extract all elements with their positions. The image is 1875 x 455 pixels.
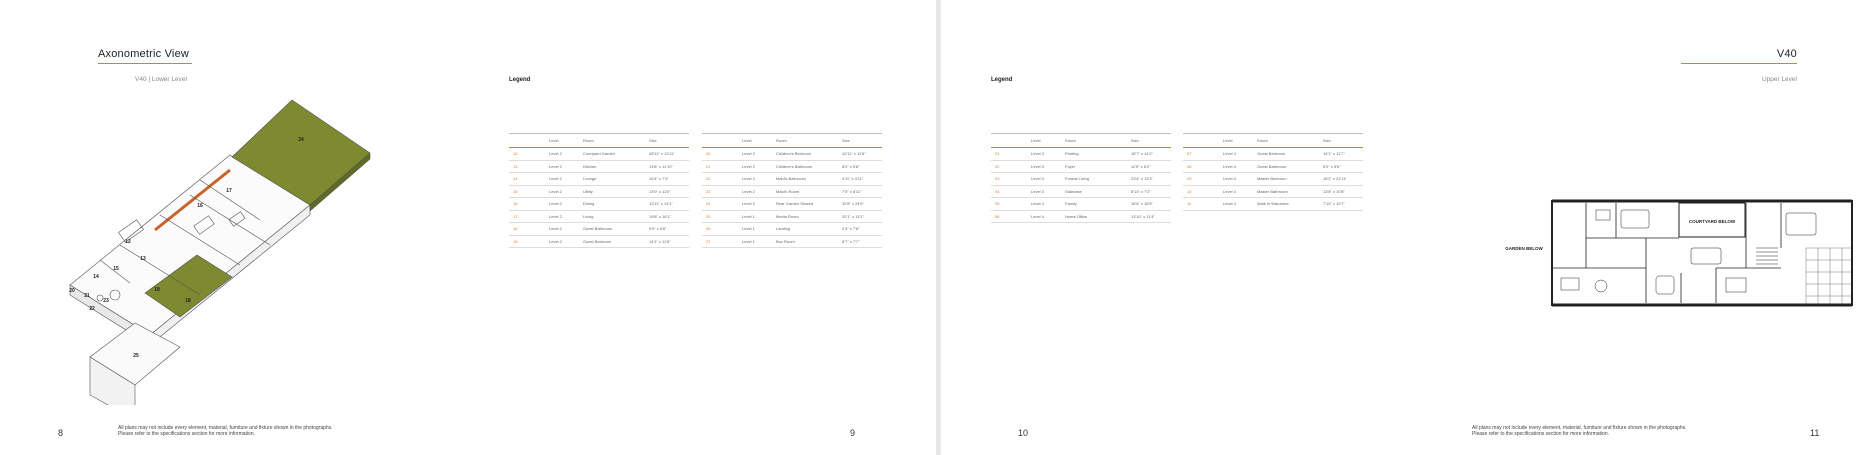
drawing-label: 22: [89, 306, 95, 312]
drawing-label: 14: [93, 274, 99, 280]
table-row: 23 Level 2 Maid's Room 7'5" x 8'11": [702, 185, 882, 198]
page-subtitle: Upper Level: [1761, 76, 1797, 83]
table-row: 24 Level 2 Rear Garden Shared 32'8" x 24'9": [702, 198, 882, 211]
page-number: 11: [1810, 428, 1820, 438]
table-row: 18 Level 2 Guest Bathroom 9'0" x 5'8": [509, 223, 689, 236]
page-number: 9: [850, 428, 856, 438]
legend-header: Level: [742, 134, 776, 148]
table-row: 26 Level 1 Landing 4'3" x 7'8": [702, 223, 882, 236]
floor-plan: [1486, 198, 1871, 308]
page-number: 10: [1018, 428, 1029, 438]
footnote-line: Please refer to the specifications section for more information.: [118, 431, 256, 437]
footnote-line: Please refer to the specifications section for more information.: [1472, 431, 1610, 437]
table-row: 13 Level 2 Kitchen 13'8" x 11'10": [509, 160, 689, 173]
table-row: 10 Level 4 Master Bathroom 13'8" x 10'8": [1183, 185, 1363, 198]
table-row: 15 Level 2 Utility 13'0" x 11'0": [509, 185, 689, 198]
table-row: 08 Level 4 Guest Bathroom 6'0" x 5'6": [1183, 160, 1363, 173]
drawing-label: 18: [185, 298, 191, 304]
page-title: Axonometric View: [98, 48, 190, 60]
legend-header: [991, 134, 1031, 148]
table-row: 02 Level 3 Foyer 11'5" x 8'2": [991, 160, 1171, 173]
legend-title: Legend: [991, 77, 1013, 83]
legend-table: [702, 133, 882, 248]
footnote-line: All plans may not include every element, material, furniture and fixture shown in the photographs.: [1472, 425, 1687, 431]
legend-title: Legend: [509, 77, 531, 83]
title-rule: [98, 63, 192, 64]
legend-table: [1183, 133, 1363, 211]
page-subtitle: V40 | Lower Level: [135, 76, 187, 83]
drawing-label: 13: [140, 256, 146, 262]
table-row: 20 Level 2 Children's Bedroom 10'11" x 11'8": [702, 148, 882, 161]
drawing-label: 25: [133, 353, 139, 359]
table-row: 09 Level 4 Master Bedroom 16'2" x 21'11": [1183, 173, 1363, 186]
legend-header: Size: [842, 134, 882, 148]
table-row: 25 Level 1 Media Room 32'1" x 13'1": [702, 210, 882, 223]
legend-header: Size: [1323, 134, 1363, 148]
garden-below-label: GARDEN BELOW: [1505, 246, 1543, 251]
table-row: 11 Level 4 Walk In Wardrobe 7'10" x 10'7": [1183, 198, 1363, 211]
drawing-label: 19: [154, 287, 160, 293]
legend-header: Size: [1131, 134, 1171, 148]
legend-header: Room: [583, 134, 649, 148]
table-row: 17 Level 2 Living 19'8" x 16'1": [509, 210, 689, 223]
legend-header: Level: [549, 134, 583, 148]
drawing-label: 17: [226, 188, 232, 194]
legend-header: Level: [1223, 134, 1257, 148]
legend-header: [1183, 134, 1223, 148]
title-rule: [1681, 63, 1797, 64]
drawing-label: 12: [125, 239, 131, 245]
legend-header: [702, 134, 742, 148]
table-row: 19 Level 2 Guest Bedroom 14'1" x 11'8": [509, 235, 689, 248]
drawing-label: 15: [113, 266, 119, 272]
axonometric-drawing: [60, 95, 380, 405]
table-row: 03 Level 3 Formal Living 23'4" x 13'3": [991, 173, 1171, 186]
table-row: 12 Level 2 Courtyard Garden 28'11" x 13'11": [509, 148, 689, 161]
courtyard-below-label: COURTYARD BELOW: [1688, 219, 1736, 224]
legend-header: Level: [1031, 134, 1065, 148]
table-row: 27 Level 1 Box Room 8'7" x 7'7": [702, 235, 882, 248]
table-row: 21 Level 2 Children's Bathroom 8'0" x 5'8": [702, 160, 882, 173]
legend-header: [509, 134, 549, 148]
footnote-line: All plans may not include every element, material, furniture and fixture shown in the photographs.: [118, 425, 333, 431]
legend-header: Room: [1257, 134, 1323, 148]
drawing-label: 23: [103, 298, 109, 304]
table-row: 05 Level 4 Family 16'6" x 18'9": [991, 198, 1171, 211]
legend-table: [991, 133, 1171, 223]
drawing-label: 21: [84, 293, 90, 299]
footnote: [118, 425, 333, 437]
drawing-label: 24: [298, 137, 304, 143]
legend-header: Size: [649, 134, 689, 148]
table-row: 14 Level 2 Lounge 16'4" x 7'3": [509, 173, 689, 186]
table-row: 06 Level 4 Home Office 13'10" x 11'4": [991, 210, 1171, 223]
table-row: 22 Level 2 Maid's Bathroom 4'11" x 4'11": [702, 173, 882, 186]
legend-header: Room: [1065, 134, 1131, 148]
legend-header: Room: [776, 134, 842, 148]
page-title: V40: [1776, 48, 1797, 60]
drawing-label: 20: [69, 288, 75, 294]
right-spread: [941, 0, 1875, 455]
footnote: [1472, 425, 1687, 437]
table-row: 01 Level 3 Printing 18'7" x 14'2": [991, 148, 1171, 161]
drawing-label: 16: [197, 203, 203, 209]
table-row: 07 Level 4 Guest Bedroom 14'1" x 11'7": [1183, 148, 1363, 161]
page-number: 8: [58, 428, 64, 438]
legend-table: [509, 133, 689, 248]
table-row: 04 Level 3 Staircase 8'10" x 7'2": [991, 185, 1171, 198]
table-row: 16 Level 2 Dining 13'11" x 14'1": [509, 198, 689, 211]
left-spread: [0, 0, 936, 455]
